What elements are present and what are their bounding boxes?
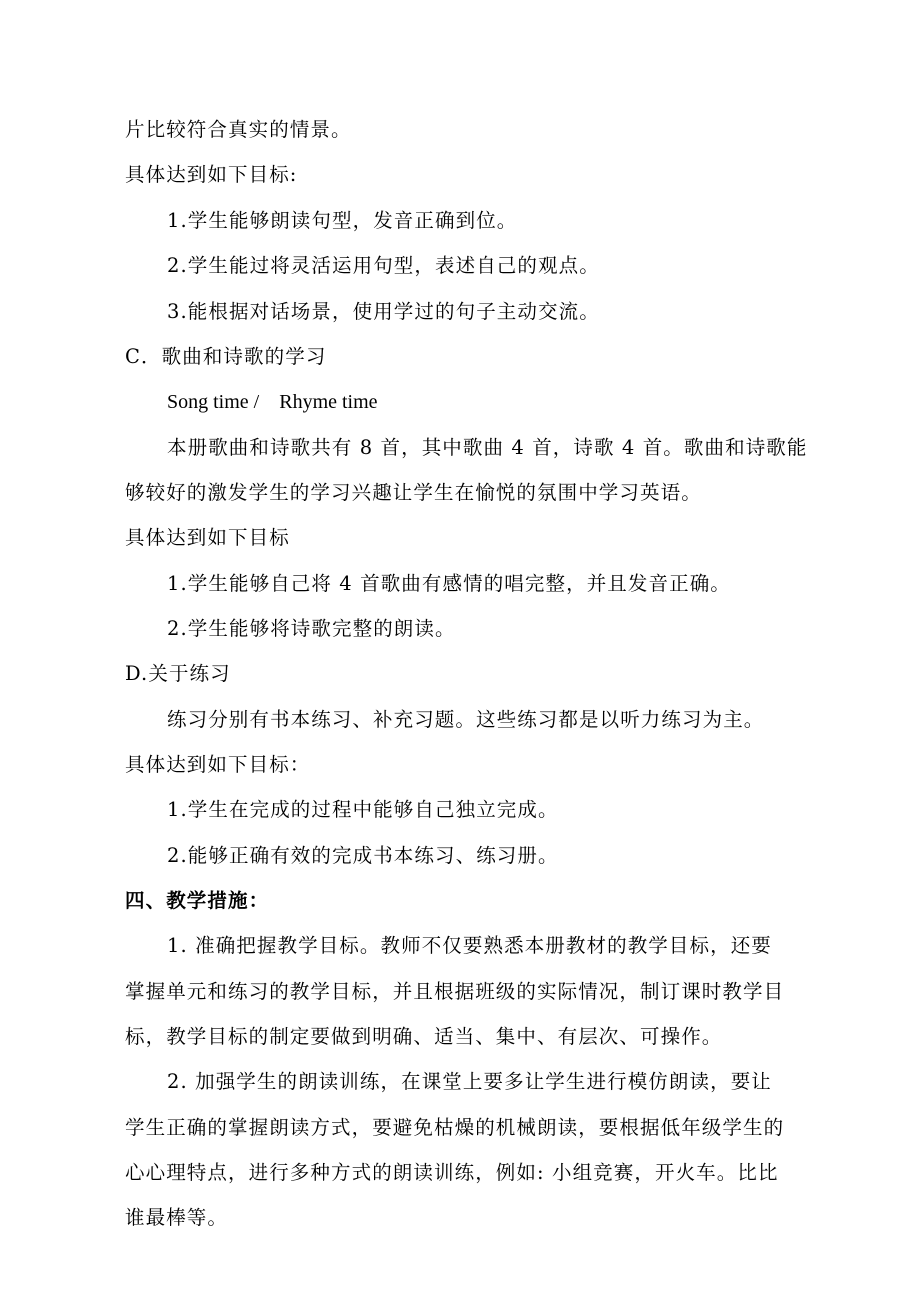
text-line: 具体达到如下目标: — [125, 163, 298, 186]
text-line: 具体达到如下目标 — [125, 526, 290, 549]
list-item: 2.学生能够将诗歌完整的朗读。 — [167, 617, 456, 640]
paragraph-line: 谁最棒等。 — [125, 1206, 229, 1229]
list-item: 1.学生能够自己将 4 首歌曲有感情的唱完整，并且发音正确。 — [167, 572, 731, 595]
paragraph-line: 1. 准确把握教学目标。教师不仅要熟悉本册教材的教学目标，还要 — [167, 934, 772, 957]
list-item: 2.能够正确有效的完成书本练习、练习册。 — [167, 844, 559, 867]
list-item: 1.学生能够朗读句型，发音正确到位。 — [167, 209, 518, 232]
paragraph-line: 够较好的激发学生的学习兴趣让学生在愉悦的氛围中学习英语。 — [125, 481, 702, 504]
paragraph-line: 掌握单元和练习的教学目标，并且根据班级的实际情况，制订课时教学目 — [125, 980, 785, 1003]
paragraph-line: 2. 加强学生的朗读训练，在课堂上要多让学生进行模仿朗读，要让 — [167, 1070, 772, 1093]
paragraph-line: 本册歌曲和诗歌共有 8 首，其中歌曲 4 首，诗歌 4 首。歌曲和诗歌能 — [167, 436, 808, 459]
paragraph-line: 练习分别有书本练习、补充习题。这些练习都是以听力练习为主。 — [167, 708, 765, 731]
section-heading: C．歌曲和诗歌的学习 — [125, 345, 327, 368]
list-item: 3.能根据对话场景，使用学过的句子主动交流。 — [167, 300, 600, 323]
paragraph-line: 心心理特点，进行多种方式的朗读训练，例如: 小组竞赛，开火车。比比 — [125, 1161, 779, 1184]
section-heading: 四、教学措施： — [125, 889, 270, 912]
subheading: Song time / Rhyme time — [167, 391, 378, 413]
section-heading: D.关于练习 — [125, 662, 231, 685]
paragraph-line: 标，教学目标的制定要做到明确、适当、集中、有层次、可操作。 — [125, 1025, 723, 1048]
paragraph-line: 学生正确的掌握朗读方式，要避免枯燥的机械朗读，要根据低年级学生的 — [125, 1116, 785, 1139]
list-item: 2.学生能过将灵活运用句型，表述自己的观点。 — [167, 254, 600, 277]
list-item: 1.学生在完成的过程中能够自己独立完成。 — [167, 798, 559, 821]
text-line: 片比较符合真实的情景。 — [125, 118, 352, 141]
text-line: 具体达到如下目标： — [125, 753, 311, 776]
